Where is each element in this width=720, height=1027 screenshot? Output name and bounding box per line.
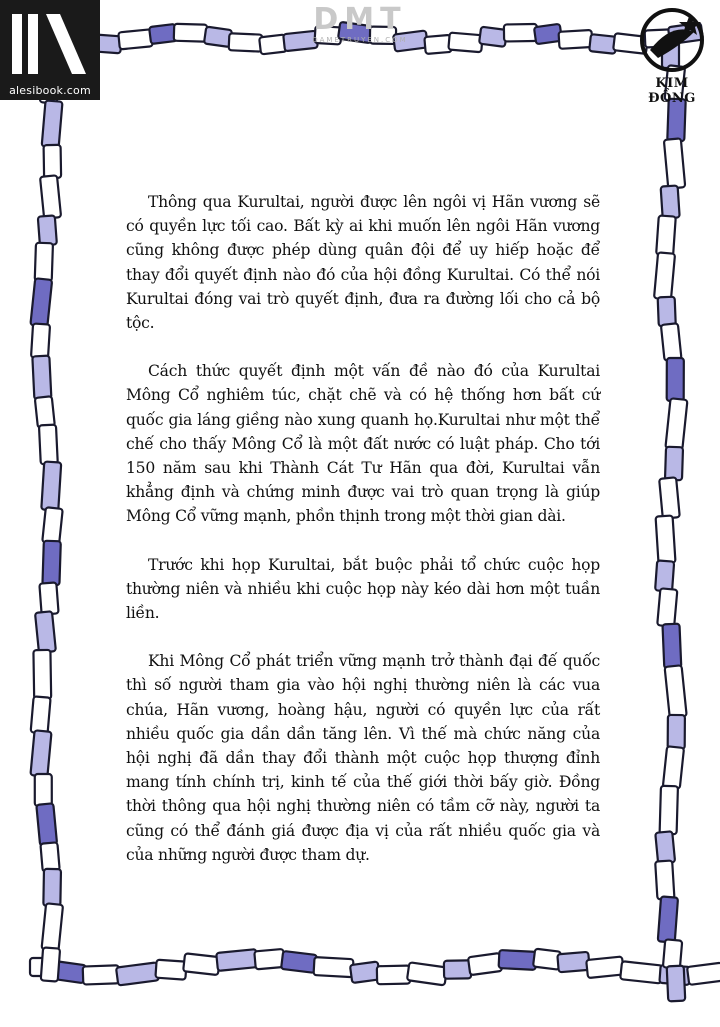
frame-tile xyxy=(661,185,680,218)
frame-tile xyxy=(504,24,537,41)
frame-tile xyxy=(229,33,263,51)
frame-tile xyxy=(43,869,61,906)
frame-tile xyxy=(40,175,61,218)
article-body xyxy=(126,190,600,867)
site-logo[interactable] xyxy=(0,0,100,100)
frame-tile xyxy=(83,965,120,984)
frame-tile xyxy=(654,252,675,299)
frame-tile xyxy=(36,803,57,845)
frame-tile xyxy=(665,398,687,449)
frame-tile xyxy=(557,952,589,972)
frame-tile xyxy=(658,297,676,327)
frame-tile xyxy=(116,962,159,985)
frame-tile xyxy=(664,138,685,188)
frame-tile xyxy=(32,356,51,400)
frame-tile xyxy=(656,516,676,564)
frame-tile xyxy=(281,951,317,973)
paragraph-2: Cách thức quyết định một vấn đề nào đó của Kurultai Mông Cổ nghiêm túc, chặt chẽ và có hệ thống hơn bất cứ quốc gia láng giềng nào xung quanh họ.Kurultai như một thể chế cho thấy Mông Cổ là một đất nước có luật pháp. Cho tới 150 năm sau khi Thành Cát Tư Hãn qua đời, Kurultai vẫn khẳng định và chứng minh được vai trò quan trọng là giúp Mông Cổ vững mạnh, phồn thịnh trong một thời gian dài. xyxy=(126,362,600,526)
frame-tile xyxy=(667,966,686,1002)
publisher-emblem-icon xyxy=(630,2,714,78)
frame-tile xyxy=(38,215,57,245)
frame-tile xyxy=(118,29,152,49)
frame-tile xyxy=(655,861,674,900)
frame-tile xyxy=(254,949,284,969)
frame-tile xyxy=(39,582,58,614)
frame-tile xyxy=(39,425,58,465)
frame-tile xyxy=(665,447,683,481)
frame-tile xyxy=(662,624,681,669)
frame-tile xyxy=(31,696,51,733)
frame-tile xyxy=(174,24,207,42)
frame-tile xyxy=(377,966,410,985)
frame-tile xyxy=(41,947,60,981)
frame-tile xyxy=(656,215,676,255)
frame-tile xyxy=(663,746,684,789)
frame-tile xyxy=(687,963,720,985)
frame-tile xyxy=(183,953,220,975)
frame-tile xyxy=(35,611,56,652)
publisher-name: KIM ĐỒNG xyxy=(648,76,696,106)
frame-tile xyxy=(667,358,684,401)
frame-tile xyxy=(444,960,471,978)
frame-tile xyxy=(559,30,593,49)
frame-tile xyxy=(468,953,502,975)
publisher-logo xyxy=(630,2,714,106)
frame-tile xyxy=(155,960,186,980)
frame-tile xyxy=(589,34,617,54)
frame-tile xyxy=(41,462,61,511)
frame-tile xyxy=(30,730,51,776)
frame-tile xyxy=(35,243,53,282)
frame-tile xyxy=(663,939,682,968)
frame-tile xyxy=(620,961,663,983)
frame-tile xyxy=(44,145,62,178)
site-url: alesibook.com xyxy=(9,84,91,97)
frame-tile xyxy=(33,650,51,699)
frame-tile xyxy=(668,715,685,749)
frame-tile xyxy=(35,774,52,806)
frame-tile xyxy=(149,24,177,44)
frame-tile xyxy=(42,507,63,544)
frame-tile xyxy=(659,477,680,518)
frame-tile xyxy=(499,950,537,970)
frame-tile xyxy=(42,541,60,586)
watermark-subtitle: DAMETRUYEN.COM xyxy=(312,36,408,44)
frame-tile xyxy=(30,278,52,327)
frame-tile xyxy=(216,949,258,971)
frame-tile xyxy=(657,588,677,626)
frame-tile xyxy=(665,665,687,717)
frame-tile xyxy=(42,100,63,147)
frame-tile xyxy=(350,961,380,983)
watermark xyxy=(290,4,430,44)
frame-tile xyxy=(661,323,682,361)
frame-tile xyxy=(31,324,50,359)
frame-tile xyxy=(407,962,447,985)
frame-tile xyxy=(42,903,64,950)
frame-tile xyxy=(658,896,678,942)
frame-tile xyxy=(479,27,507,47)
paragraph-3: Trước khi họp Kurultai, bắt buộc phải tổ chức cuộc họp thường niên và nhiều khi cuộc họp này kéo dài hơn một tuần liền. xyxy=(126,555,600,623)
book-logo-icon xyxy=(8,6,92,82)
frame-tile xyxy=(586,956,624,978)
frame-tile xyxy=(660,786,678,834)
frame-tile xyxy=(655,560,674,591)
frame-tile xyxy=(314,957,354,977)
frame-tile xyxy=(655,831,675,863)
paragraph-1: Thông qua Kurultai, người được lên ngôi vị Hãn vương sẽ có quyền lực tối cao. Bất kỳ ai khi muốn lên ngôi Hãn vương cũng không được phép dùng quân đội để uy hiếp hoặc để thay đổi quyết định nào đó của hội đồng Kurultai. Có thể nói Kurultai đóng vai trò quyết định, đưa ra đường lối cho cả bộ tộc. xyxy=(126,193,600,333)
paragraph-4: Khi Mông Cổ phát triển vững mạnh trở thành đại đế quốc thì số người tham gia vào hội nghị thường niên là các vua chúa, Hãn vương, hoàng hậu, người có quyền lực của rất nhiều quốc gia dần dần tăng lên. Vì thế mà chức năng của hội nghị đã dần thay đổi thành một cuộc họp thượng đỉnh mang tính chính trị, kinh tế của thế giới thời bấy giờ. Đồng thời thông qua hội nghị thường niên có tầm cỡ này, người ta cũng có thể đánh giá được địa vị của rất nhiều quốc gia và của những người được tham dự. xyxy=(126,652,600,864)
frame-tile xyxy=(35,396,55,428)
frame-tile xyxy=(448,33,482,53)
frame-tile xyxy=(40,842,59,871)
watermark-title: DMT xyxy=(313,2,407,37)
